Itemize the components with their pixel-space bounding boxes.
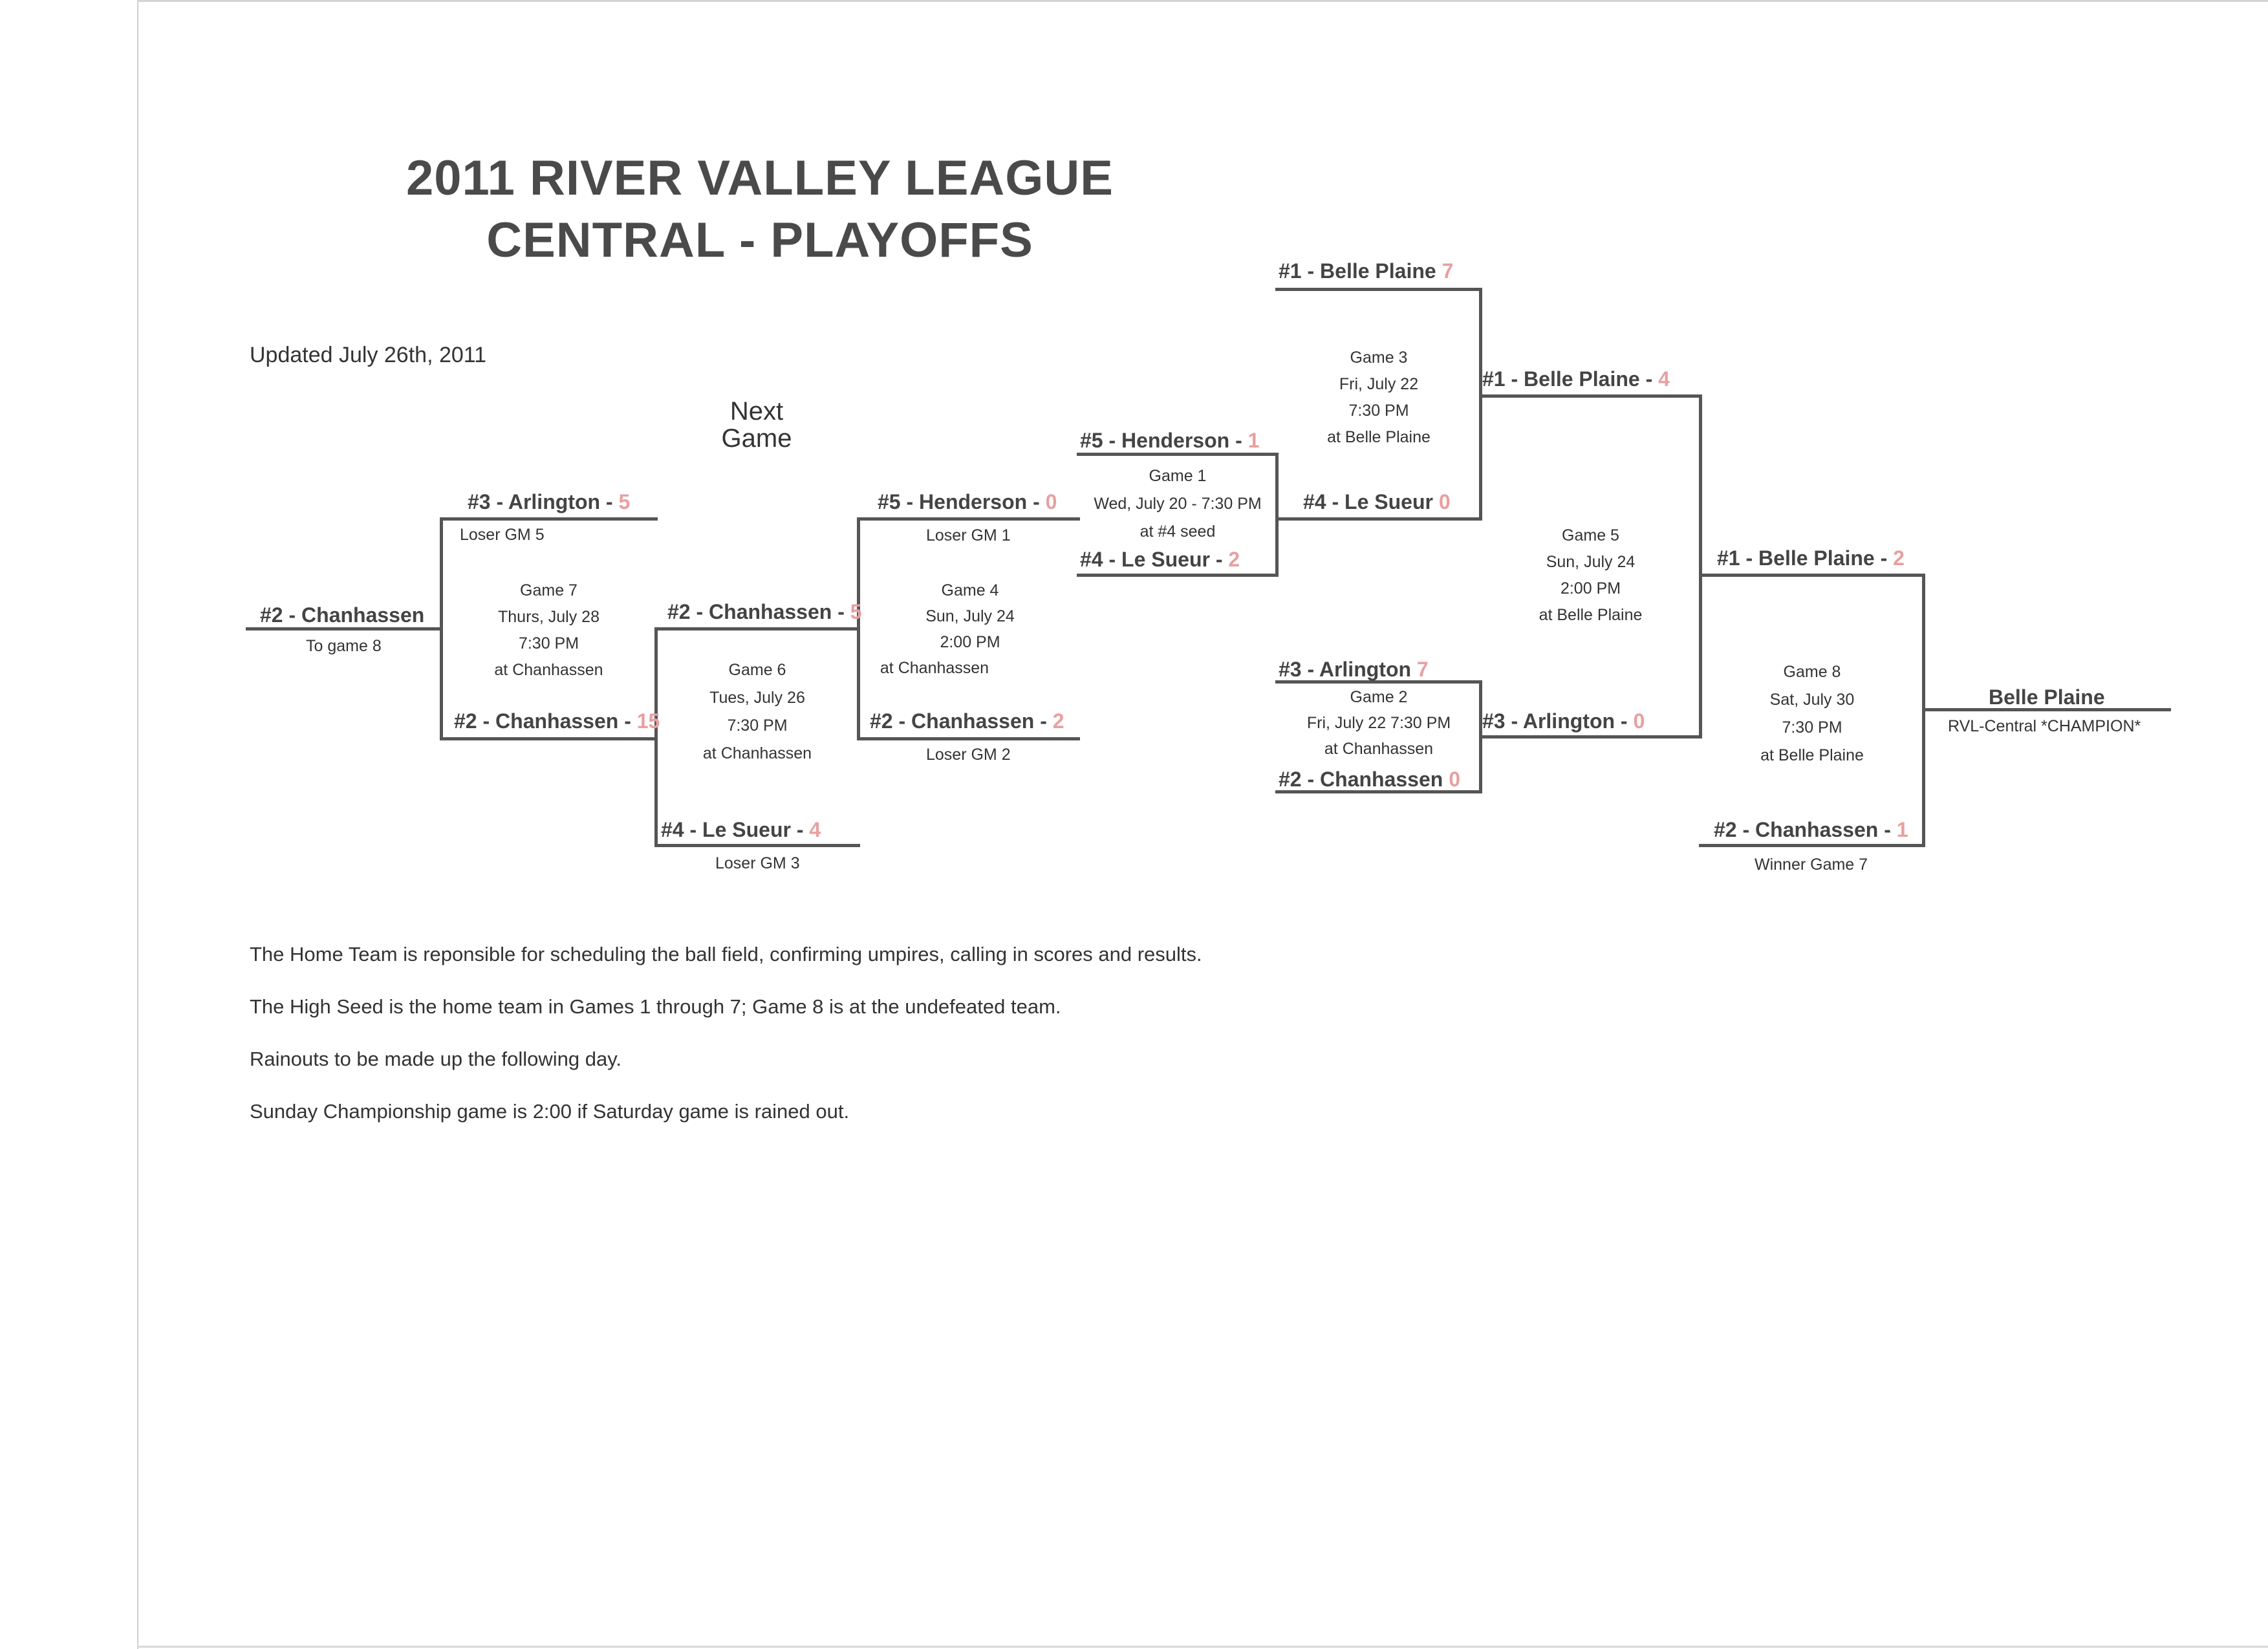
score: 0: [1633, 709, 1645, 733]
champion-note: RVL-Central *CHAMPION*: [1948, 717, 2141, 735]
bracket-line: [1699, 844, 1925, 847]
team-entry: #2 - Chanhassen - 2: [870, 709, 1064, 733]
score: 0: [1045, 490, 1057, 513]
bracket-line: [1275, 288, 1482, 291]
team-entry: #4 - Le Sueur - 4: [661, 818, 821, 841]
team-entry: #3 - Arlington - 5: [468, 490, 631, 513]
bracket-line: [1275, 453, 1279, 577]
game-2-info: Game 2 Fri, July 22 7:30 PM at Chanhassen: [1306, 688, 1451, 758]
game-7-info: Game 7 Thurs, July 28 7:30 PM at Chanhassen: [494, 581, 603, 679]
bracket-line: [654, 844, 860, 847]
slot-note: Loser GM 5: [460, 526, 545, 544]
team-entry: #1 - Belle Plaine - 4: [1482, 367, 1670, 391]
bracket-line: [1479, 735, 1702, 738]
page-title: [382, 147, 1138, 272]
game-8-info: Game 8 Sat, July 30 7:30 PM at Belle Plaine: [1760, 663, 1864, 764]
bracket-line: [1077, 574, 1279, 577]
team-entry: #5 - Henderson - 1: [1080, 429, 1260, 452]
bracket-line: [1077, 453, 1279, 456]
slot-note: To game 8: [306, 637, 382, 655]
game-5-info: Game 5 Sun, July 24 2:00 PM at Belle Plaine: [1539, 526, 1643, 624]
team-entry: #5 - Henderson - 0: [878, 490, 1057, 513]
team-entry: #3 - Arlington - 0: [1482, 709, 1645, 733]
team-entry: #2 - Chanhassen - 1: [1714, 818, 1908, 841]
score: 1: [1247, 429, 1260, 452]
rules-notes: [250, 928, 1202, 1137]
bracket-line: [1479, 288, 1482, 521]
score: 0: [1449, 768, 1460, 791]
score: 2: [1052, 709, 1064, 733]
note-line: The Home Team is reponsible for scheduling the ball field, confirming umpires, calling in scores and results.: [250, 943, 1202, 965]
bracket-line: [1275, 517, 1482, 521]
team-entry: #2 - Chanhassen - 5: [667, 600, 862, 623]
slot-note: Loser GM 1: [926, 526, 1011, 544]
score: 0: [1438, 490, 1451, 513]
game-3-info: Game 3 Fri, July 22 7:30 PM at Belle Plaine: [1327, 349, 1431, 446]
game-4-info: Game 4 Sun, July 24 2:00 PM at Chanhassen: [880, 581, 1015, 677]
team-entry: #2 - Chanhassen 0: [1279, 768, 1460, 791]
score: 4: [809, 818, 821, 841]
bracket-line: [1699, 574, 1925, 577]
title-line-2: CENTRAL - PLAYOFFS: [486, 213, 1033, 268]
team-entry: #4 - Le Sueur - 2: [1080, 548, 1240, 571]
score: 4: [1658, 367, 1670, 391]
slot-note: Winner Game 7: [1755, 856, 1868, 874]
note-line: The High Seed is the home team in Games 1 through 7; Game 8 is at the undefeated team.: [250, 995, 1061, 1018]
scan-edge: [137, 1646, 2268, 1648]
slot-note: Loser GM 3: [715, 854, 800, 872]
score: 1: [1896, 818, 1908, 841]
note-line: Sunday Championship game is 2:00 if Saturday game is rained out.: [250, 1100, 850, 1123]
bracket-line: [857, 517, 1080, 521]
bracket-line: [246, 627, 443, 630]
team-entry: #2 - Chanhassen: [260, 603, 425, 627]
bracket-line: [440, 517, 658, 521]
score: 2: [1228, 548, 1240, 571]
champion-team: Belle Plaine: [1989, 685, 2105, 709]
team-entry: #3 - Arlington 7: [1279, 658, 1429, 681]
team-entry: #2 - Chanhassen - 15: [454, 709, 660, 733]
score: 7: [1416, 658, 1429, 681]
score: 5: [850, 600, 862, 623]
team-entry: #1 - Belle Plaine - 2: [1717, 546, 1905, 570]
score: 15: [636, 709, 660, 733]
title-line-1: 2011 RIVER VALLEY LEAGUE: [406, 151, 1114, 206]
score: 7: [1442, 259, 1454, 283]
team-entry: #1 - Belle Plaine 7: [1279, 259, 1454, 283]
game-6-info: Game 6 Tues, July 26 7:30 PM at Chanhassen: [702, 661, 812, 762]
game-1-info: Game 1 Wed, July 20 - 7:30 PM at #4 seed: [1094, 467, 1262, 541]
bracket-line: [440, 737, 658, 740]
scan-edge: [137, 0, 2268, 2]
score: 5: [618, 490, 631, 513]
scan-edge: [137, 0, 138, 1649]
bracket-line: [1479, 394, 1702, 398]
score: 2: [1893, 546, 1905, 570]
bracket-line: [857, 737, 1080, 740]
team-entry: #4 - Le Sueur 0: [1303, 490, 1451, 513]
bracket-line: [654, 627, 860, 630]
next-game-label: Next Game: [721, 397, 792, 453]
note-line: Rainouts to be made up the following day.: [250, 1048, 622, 1070]
updated-date: Updated July 26th, 2011: [250, 343, 487, 367]
slot-note: Loser GM 2: [926, 746, 1011, 764]
